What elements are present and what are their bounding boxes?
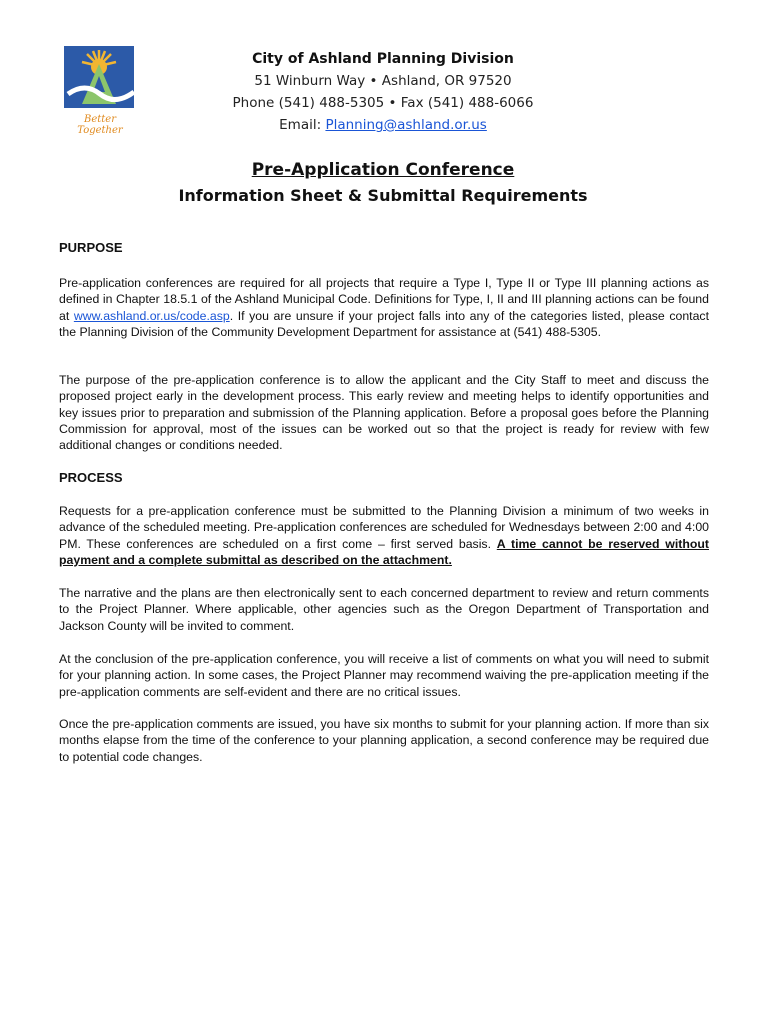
process-p1-emphasis: A time cannot be reserved without payment and a complete submittal as described on the attachment. (59, 536, 709, 567)
document-title (60, 157, 706, 209)
process-paragraph-3: At the conclusion of the pre-application conference, you will receive a list of comments on what you will need to submit for your planning action. In some cases, the Project Planner may recommend waiving the pre-application meeting if the pre-application comments are self-evident and there are no critical issues. (59, 652, 709, 699)
process-paragraph-1 (59, 503, 709, 568)
email-link[interactable]: Planning@ashland.or.us (325, 117, 487, 133)
code-link[interactable]: www.ashland.or.us/code.asp (73, 308, 230, 323)
org-name: City of Ashland Planning Division (252, 51, 514, 67)
purpose-heading: PURPOSE (59, 240, 123, 255)
letterhead (180, 48, 586, 136)
process-heading: PROCESS (59, 470, 123, 485)
phone-fax: Phone (541) 488-5305 • Fax (541) 488-6066 (232, 95, 534, 111)
city-logo (60, 44, 140, 134)
email-label: Email: (279, 117, 326, 133)
address: 51 Winburn Way • Ashland, OR 97520 (254, 73, 512, 89)
title-line-2: Information Sheet & Submittal Requirements (178, 186, 588, 205)
title-line-1: Pre-Application Conference (251, 160, 515, 180)
purpose-paragraph-1 (59, 275, 709, 340)
process-p1-text: Requests for a pre-application conference must be submitted to the Planning Division a minimum of two weeks in advance of the scheduled meeting. Pre-application conferences are scheduled for Wednesdays between 2:00 and 4:00 PM. These conferences are scheduled on a first come – first served basis. (59, 504, 709, 551)
purpose-p1-text: Pre-application conferences are required for all projects that require a Type I, Type II or Type III planning actions as defined in Chapter 18.5.1 of the Ashland Municipal Code. Definitions for Type, I, II and III planning actions can be found at (59, 276, 709, 323)
purpose-p1-text-after: . If you are unsure if your project falls into any of the categories listed, please contact the Planning Division of the Community Development Department for assistance at (541) 488-5305. (59, 308, 709, 339)
logo-tagline: Better Together (77, 114, 123, 136)
purpose-paragraph-2: The purpose of the pre-application conference is to allow the applicant and the City Staff to meet and discuss the proposed project early in the development process. This early review and meeting helps to identify opportunities and key issues prior to preparation and submission of the Planning application. Before a proposal goes before the Planning Commission for approval, most of the issues can be worked out so that the project is ready for review with few additional changes or conditions needed. (59, 373, 709, 453)
city-logo-icon (60, 44, 140, 112)
process-paragraph-4: Once the pre-application comments are issued, you have six months to submit for your planning action. If more than six months elapse from the time of the conference to your planning application, a second conference may be required due to potential code changes. (59, 717, 709, 764)
process-paragraph-2: The narrative and the plans are then electronically sent to each concerned department to review and return comments to the Project Planner. Where applicable, other agencies such as the Oregon Department of Transportation and Jackson County will be invited to comment. (59, 586, 709, 633)
email-line (180, 114, 586, 136)
